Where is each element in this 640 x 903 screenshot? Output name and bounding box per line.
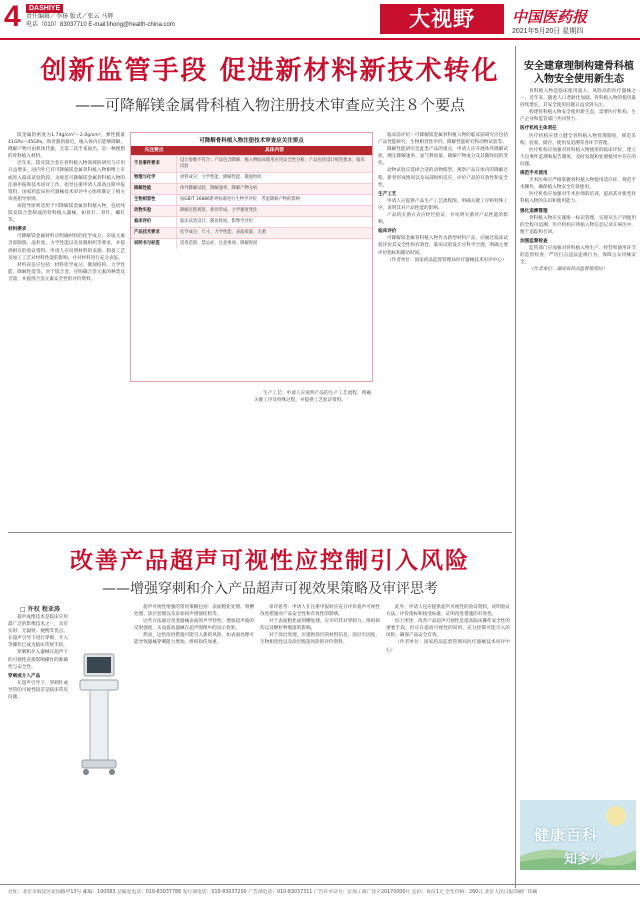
table-cell-value: 按GB/T 16886系列标准进行生物学评价，考虑降解产物的影响 xyxy=(180,197,300,202)
table-header-key: 关注要点 xyxy=(144,148,164,153)
paragraph: 手术医师应严格掌握骨科植入物使用适应症，规范手术操作，确保植入物安全有效使用。 xyxy=(520,178,636,191)
paragraph: 穿刺和介入器械在超声下的可视性直接影响操作的准确性与安全性。 xyxy=(8,650,68,670)
paragraph: 骨科植入物是临床使用量大、风险高的医疗器械之一。近年来，随着人口老龄化加剧，骨科植入物的使用量持续增长，其安全使用问题日益受到关注。 xyxy=(520,89,636,109)
paragraph: 降解性能研究是此类产品的重点，申请人应开展体外降解试验，测定降解速率、氢气释放量、降解产物成分及其随时间的变化。 xyxy=(378,147,508,167)
table-cell-key: 生物相容性 xyxy=(131,195,177,205)
table-row xyxy=(131,205,372,216)
table-row xyxy=(131,183,372,194)
right-column-title: 安全建章理制构建骨科植入物安全使用新生态 xyxy=(524,61,634,85)
paragraph: 动物试验应选择合适的动物模型，观察产品在体内的降解过程、新骨形成情况以及局部组织反应，评价产品的有效性和安全性。 xyxy=(378,168,508,188)
table-cell-key: 说明书与标签 xyxy=(131,239,177,249)
paragraph: 然而，这些改进措施可能引入新的风险，如表面处理可能导致器械穿刺阻力增加、组织损伤加重。 xyxy=(134,633,254,646)
section-heading: 穿刺或介入产品 xyxy=(8,673,41,679)
paragraph: 骨科植入物应实施唯一标识管理，实现从生产到使用的全程可追溯。医疗机构应将植入物信息记录在病历中，便于追踪和召回。 xyxy=(520,215,636,235)
table-row xyxy=(131,194,372,205)
paragraph: 近年来，镁及镁合金在骨科植入物领域的研究与应用日益增多，国内外已有可降解镁金属骨科植入物相继上市或进入临床试验阶段。为规范可降解镁金属骨科植入物的注册申报和技术审评工作，指导注册申请人准备注册申报资料，国家药监局医疗器械技术审评中心组织制定了相关审查指导原则。 xyxy=(8,161,125,202)
issue-date: 2021年5月20日 星期四 xyxy=(512,28,584,35)
paragraph: 对于表面粗化或刻槽处理，应评价其对穿刺力、组织损伤以及颗粒物脱落的影响。 xyxy=(260,619,380,632)
author-credit: （作者单位：国家药品监督管理局医疗器械技术审评中心） xyxy=(387,257,507,263)
table-cell-key: 不良事件要求 xyxy=(131,156,177,172)
paragraph: 监管部门应加强对骨科植入物生产、经营和使用环节的监督检查，严厉打击违法违规行为，保障公众用械安全。 xyxy=(520,245,636,266)
section-name: 大视野 xyxy=(380,4,504,34)
section-tag: DASHIYE xyxy=(26,4,63,13)
article2-column-3 xyxy=(260,604,380,876)
editor-info xyxy=(26,14,175,29)
column-rule xyxy=(515,46,516,888)
section-heading: 医疗机构主体责任 xyxy=(520,126,557,132)
paragraph: 生产工艺：申请人应说明产品的生产工艺流程，明确关键工序及特殊过程，并提供工艺验证资料。 xyxy=(254,391,371,404)
paragraph: 材料表征应包括：材料化学成分、微观结构、力学性能、降解性能等。对于镁合金，应明确合金元素的种类及含量，并提供合金元素安全性的评价资料。 xyxy=(8,262,125,282)
table-cell-value: 适用范围、禁忌症、注意事项、降解时间 xyxy=(180,241,258,246)
table-row xyxy=(131,227,372,238)
article-divider xyxy=(8,532,512,533)
paragraph: 临床前评价：可降解镁金属骨科植入物的临床前研究应包括产品性能研究、生物相容性评价、降解性能研究和动物试验等。 xyxy=(378,133,508,146)
header-rule xyxy=(0,38,640,40)
ultrasound-device-icon xyxy=(76,650,122,780)
table-cell-value: 化学成分、尺寸、力学性能、表面质量、无菌 xyxy=(180,230,266,235)
section-heading: 规范手术使用 xyxy=(520,171,548,177)
table-cell-key: 动物实验 xyxy=(131,206,177,216)
byline: □ 许权 程亚涛 xyxy=(20,606,60,613)
article2-column-1 xyxy=(8,614,68,876)
table-cell-key: 临床评价 xyxy=(131,217,177,227)
author-credit: （作者单位：湖南省药品监督管理局） xyxy=(529,267,608,273)
table-cell-value: 体外降解试验、降解速率、降解产物分析 xyxy=(180,186,258,191)
paragraph: 在超声引导下，穿刺针或导管的可视性较差是临床常见问题。 xyxy=(8,680,68,701)
paragraph: 医疗机构应建立健全骨科植入物管理制度，规范采购、验收、储存、使用及追溯等各环节管理。 xyxy=(520,133,636,146)
article1-column-1 xyxy=(8,132,125,504)
paragraph: 医疗机构应加强对骨科植入物使用的临床评价，建立不良事件监测和报告制度，及时发现和处理使用中存在的问题。 xyxy=(520,147,636,167)
ultrasound-device-image xyxy=(70,650,128,780)
table-cell-value: 临床试验设计，随访时间，影像学评价 xyxy=(180,219,254,224)
advertisement[interactable] xyxy=(520,800,636,870)
table-cell-value: 设计参数不符合；产品包含降解、植入物临床使用应用安全性分析；产品包括设计规范要求、临床试验 xyxy=(180,158,365,169)
main-headline: 创新监管手段 促进新材料新技术转化 xyxy=(40,56,500,86)
section-heading: 材料要求 xyxy=(8,227,27,233)
article1-column-3 xyxy=(378,132,508,527)
table-cell-value: 降解过程观察，新骨形成，力学强度变化 xyxy=(180,208,258,213)
page-header xyxy=(0,0,640,40)
table-row xyxy=(131,238,372,249)
right-column-body xyxy=(520,88,636,883)
paragraph: 审评思考：申请人在注册申报时应充分评价超声可视性改进措施对产品安全性和有效性的影响。 xyxy=(260,605,380,618)
table-row xyxy=(131,216,372,227)
paragraph: 这些方法通过改变器械表面的声学特性，增加超声波的反射强度，从而提高器械在超声图像中的显示效果。 xyxy=(134,619,254,632)
article2-column-4 xyxy=(386,604,510,876)
article2-column-2 xyxy=(134,604,254,876)
ad-tagline: 知多少 xyxy=(564,852,604,867)
paragraph: 可降解镁金属材料应明确材料的化学成分、杂质元素含量限值、晶粒度、力学性能以及显微组织等要求，并提供相应的验证资料。申请人应说明材料的来源、制备工艺及加工工艺对材料性能的影响，并对材料进行充分表征。 xyxy=(8,234,125,261)
paragraph: 申请人应提供产品生产工艺流程图，明确关键工序和特殊工序，说明其对产品性能的影响。 xyxy=(378,198,508,211)
paragraph: 该指导原则适用于可降解镁金属骨科植入物，包括纯镁及镁合金制成的骨科植入器械，如骨钉、骨针、螺钉等。 xyxy=(8,203,125,224)
table-cell-key: 降解性能 xyxy=(131,184,177,194)
paragraph: 此外，申请人还应提供超声可视性的验证资料，说明验证方法、评价指标和接受标准，证明改进措施的有效性。 xyxy=(386,605,510,618)
section-heading: 生产工艺 xyxy=(378,191,397,197)
paragraph: 超声可视性增强的常用策略包括：表面粗化处理、刻槽处理、涂层处理以及添加回声增强结构等。 xyxy=(134,605,254,618)
second-headline: 改善产品超声可视性应控制引入风险 xyxy=(70,548,470,574)
paragraph: 构建骨科植入物安全使用新生态，需要医疗机构、生产企业和监管部门共同努力。 xyxy=(520,110,636,123)
paragraph: 医疗机构应加强对手术医师的培训，提高其对新型骨科植入物的认识和使用能力。 xyxy=(520,192,636,205)
table-cell-key: 物理与化学 xyxy=(131,173,177,183)
paper-name: 中国医药报 xyxy=(512,8,588,26)
table-cell-key: 产品技术要求 xyxy=(131,228,177,238)
table-title: 可降解骨科植入物注册技术审查应关注要点 xyxy=(199,138,304,144)
footer-rule xyxy=(0,884,640,885)
page-number: 4 xyxy=(4,0,21,33)
section-heading: 强化追溯管理 xyxy=(520,208,548,214)
phone-line: 电话（010）83037710 E-mail:lihong@health-china.com xyxy=(26,21,175,28)
author-credit: （作者单位：国家药品监督管理局医疗器械技术审评中心） xyxy=(386,640,510,653)
editor-line: 责任编辑／李扬 版式／张云 马辉 xyxy=(26,14,114,20)
page-footer: 社址：北京市海淀区花园路甲13号 邮编：100083 总编室电话：010-83037788 发行部电话：010-83037200 广告部电话：010-83037311 广告许可证号：京海工商广登字20170000号 定价：每份1元 全年价格：260元 北京人民日报印刷厂印刷 xyxy=(8,890,538,895)
table-header-value: 具体内容 xyxy=(264,148,285,153)
paragraph: 可降解镁金属骨科植入物作为新型材料产品，应通过临床试验评价其安全性和有效性。临床试验设计应科学合理，明确主要评价指标和随访时间。 xyxy=(378,236,508,256)
second-subheadline: ——增强穿刺和介入产品超声可视效果策略及审评思考 xyxy=(102,581,438,597)
paragraph: 超声成像技术是临床应用最广泛的影像技术之一，具有实时、无辐射、便携等优点。在超声引导下进行穿刺、介入等操作已成为临床常规手段。 xyxy=(8,615,68,649)
table-row xyxy=(131,155,372,172)
article1-column-2 xyxy=(254,390,371,515)
paragraph: 综上所述，改善产品超声可视性是提高临床操作安全性的重要手段，但应在提高可视性的同时，充分控制可能引入的风险，确保产品安全有效。 xyxy=(386,619,510,639)
ad-title: 健康百科 xyxy=(534,826,599,844)
main-subheadline: ——可降解镁金属骨科植入物注册技术审查应关注８个要点 xyxy=(74,96,465,114)
table-row xyxy=(131,172,372,183)
table-body xyxy=(131,155,372,249)
paragraph: 镁金属的密度为1.74g/cm³～2.0g/cm³，弹性模量41GPa～45GPa，和骨骼的接近。植入体内后能够降解，降解产物可由机体代谢，无需二次手术取出，是一种理想的骨科植入材料。 xyxy=(8,133,125,160)
table-header xyxy=(131,146,372,155)
paragraph: 产品的灭菌方式应经过验证，并说明灭菌对产品性能的影响。 xyxy=(378,213,508,226)
section-heading: 加强监督检查 xyxy=(520,238,548,244)
table-cell-value: 材料成分、力学性能、降解性能、微观组织 xyxy=(180,175,262,180)
review-points-table xyxy=(130,132,373,382)
section-heading: 临床评价 xyxy=(378,229,397,235)
paragraph: 对于涂层处理，应提供涂层的材料信息、涂层牢固度、生物相容性以及涂层脱落风险的评价资料。 xyxy=(260,633,380,646)
